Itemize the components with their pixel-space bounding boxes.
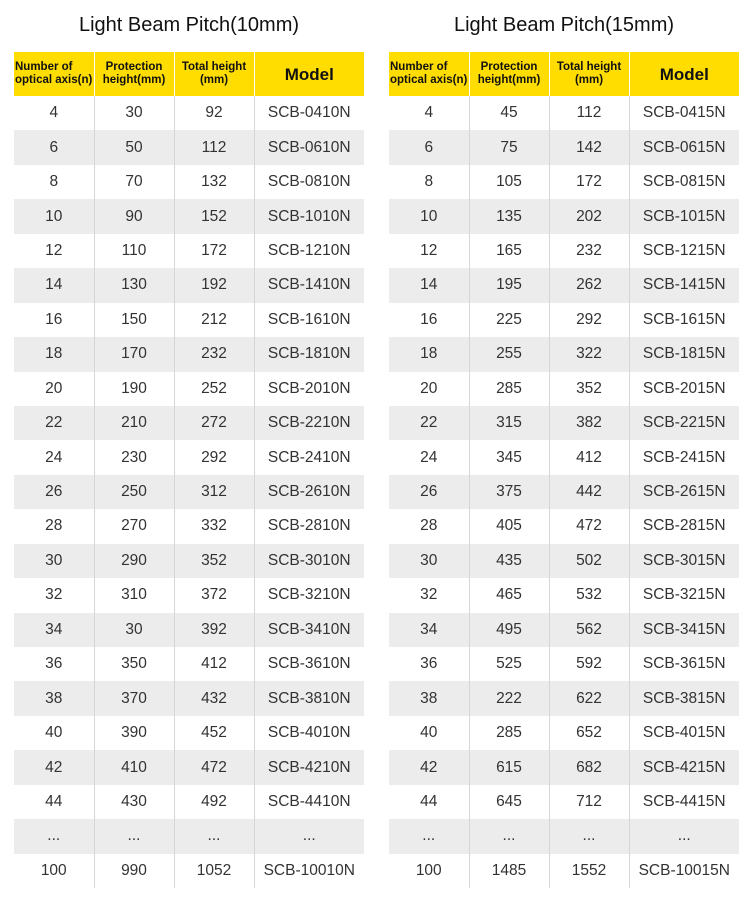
cell-model: SCB-3615N <box>629 647 739 681</box>
cell-total-height: 562 <box>549 613 629 647</box>
cell-total-height: 142 <box>549 130 629 164</box>
table-row <box>389 613 739 647</box>
cell-optical-axis: 10 <box>389 199 469 233</box>
cell-model: SCB-0810N <box>254 165 364 199</box>
cell-optical-axis: 14 <box>14 268 94 302</box>
cell-protection-height: ... <box>94 819 174 853</box>
cell-total-height: 382 <box>549 406 629 440</box>
table-header-row <box>389 52 739 96</box>
cell-optical-axis: 8 <box>389 165 469 199</box>
cell-optical-axis: 32 <box>389 578 469 612</box>
cell-protection-height: 285 <box>469 372 549 406</box>
cell-optical-axis: 28 <box>389 509 469 543</box>
cell-total-height: 432 <box>174 681 254 715</box>
header-protection-height: Protection height(mm) <box>94 52 174 96</box>
table-row <box>14 406 364 440</box>
cell-protection-height: 1485 <box>469 854 549 888</box>
cell-total-height: 132 <box>174 165 254 199</box>
cell-optical-axis: 16 <box>14 303 94 337</box>
cell-protection-height: 310 <box>94 578 174 612</box>
cell-optical-axis: 42 <box>14 750 94 784</box>
table-row <box>14 647 364 681</box>
cell-optical-axis: 40 <box>14 716 94 750</box>
table-row <box>389 819 739 853</box>
cell-model: SCB-3015N <box>629 544 739 578</box>
cell-total-height: 212 <box>174 303 254 337</box>
cell-total-height: 352 <box>174 544 254 578</box>
cell-optical-axis: 24 <box>14 440 94 474</box>
cell-protection-height: 410 <box>94 750 174 784</box>
table-row <box>14 578 364 612</box>
table-row <box>14 165 364 199</box>
cell-optical-axis: 36 <box>389 647 469 681</box>
cell-model: SCB-1615N <box>629 303 739 337</box>
cell-optical-axis: 6 <box>14 130 94 164</box>
cell-total-height: 152 <box>174 199 254 233</box>
cell-protection-height: ... <box>469 819 549 853</box>
cell-model: SCB-1415N <box>629 268 739 302</box>
cell-optical-axis: 4 <box>389 96 469 130</box>
cell-model: SCB-0410N <box>254 96 364 130</box>
cell-total-height: 472 <box>174 750 254 784</box>
table-row <box>389 544 739 578</box>
cell-protection-height: 190 <box>94 372 174 406</box>
cell-total-height: 412 <box>549 440 629 474</box>
cell-model: SCB-2415N <box>629 440 739 474</box>
cell-optical-axis: 38 <box>14 681 94 715</box>
table-row <box>389 406 739 440</box>
cell-optical-axis: 8 <box>14 165 94 199</box>
cell-optical-axis: 44 <box>14 785 94 819</box>
cell-total-height: 682 <box>549 750 629 784</box>
cell-model: SCB-0615N <box>629 130 739 164</box>
cell-model: SCB-4215N <box>629 750 739 784</box>
cell-protection-height: 75 <box>469 130 549 164</box>
cell-total-height: 172 <box>549 165 629 199</box>
cell-model: SCB-4210N <box>254 750 364 784</box>
table-row <box>389 509 739 543</box>
table-row <box>14 130 364 164</box>
table-row <box>14 854 364 888</box>
cell-model: SCB-2015N <box>629 372 739 406</box>
table-row <box>14 96 364 130</box>
cell-protection-height: 435 <box>469 544 549 578</box>
cell-total-height: 1552 <box>549 854 629 888</box>
cell-model: SCB-3010N <box>254 544 364 578</box>
cell-total-height: 292 <box>549 303 629 337</box>
cell-model: SCB-2610N <box>254 475 364 509</box>
header-total-height: Total height (mm) <box>174 52 254 96</box>
table-row <box>389 750 739 784</box>
cell-protection-height: 105 <box>469 165 549 199</box>
header-optical-axis: Number of optical axis(n) <box>14 52 94 96</box>
cell-total-height: 332 <box>174 509 254 543</box>
cell-total-height: 492 <box>174 785 254 819</box>
cell-optical-axis: 4 <box>14 96 94 130</box>
pitch-10mm-table <box>14 52 364 888</box>
header-optical-axis: Number of optical axis(n) <box>389 52 469 96</box>
header-total-height: Total height (mm) <box>549 52 629 96</box>
pitch-15mm-table <box>389 52 739 888</box>
cell-model: SCB-3815N <box>629 681 739 715</box>
cell-total-height: 502 <box>549 544 629 578</box>
cell-optical-axis: 18 <box>389 337 469 371</box>
cell-total-height: 622 <box>549 681 629 715</box>
cell-model: SCB-3210N <box>254 578 364 612</box>
cell-optical-axis: 26 <box>389 475 469 509</box>
cell-optical-axis: 18 <box>14 337 94 371</box>
cell-optical-axis: 20 <box>14 372 94 406</box>
cell-protection-height: 30 <box>94 96 174 130</box>
table-row <box>14 268 364 302</box>
cell-protection-height: 465 <box>469 578 549 612</box>
table-row <box>14 509 364 543</box>
cell-optical-axis: 100 <box>389 854 469 888</box>
table-header-row <box>14 52 364 96</box>
cell-protection-height: 285 <box>469 716 549 750</box>
cell-protection-height: 170 <box>94 337 174 371</box>
cell-optical-axis: 26 <box>14 475 94 509</box>
cell-protection-height: 70 <box>94 165 174 199</box>
table-row <box>14 199 364 233</box>
cell-total-height: 292 <box>174 440 254 474</box>
table-row <box>14 372 364 406</box>
cell-protection-height: 195 <box>469 268 549 302</box>
cell-model: SCB-0610N <box>254 130 364 164</box>
cell-optical-axis: 42 <box>389 750 469 784</box>
cell-model: SCB-1210N <box>254 234 364 268</box>
cell-total-height: 412 <box>174 647 254 681</box>
cell-model: SCB-3810N <box>254 681 364 715</box>
cell-total-height: 202 <box>549 199 629 233</box>
cell-protection-height: 222 <box>469 681 549 715</box>
table-row <box>14 716 364 750</box>
cell-protection-height: 990 <box>94 854 174 888</box>
table-row <box>389 96 739 130</box>
cell-total-height: 232 <box>174 337 254 371</box>
cell-protection-height: 150 <box>94 303 174 337</box>
cell-protection-height: 370 <box>94 681 174 715</box>
table-row <box>14 681 364 715</box>
cell-optical-axis: ... <box>389 819 469 853</box>
cell-optical-axis: 34 <box>14 613 94 647</box>
cell-protection-height: 250 <box>94 475 174 509</box>
cell-protection-height: 495 <box>469 613 549 647</box>
cell-optical-axis: 12 <box>389 234 469 268</box>
table-row <box>14 613 364 647</box>
table-row <box>389 716 739 750</box>
cell-protection-height: 350 <box>94 647 174 681</box>
cell-model: SCB-1815N <box>629 337 739 371</box>
table-row <box>14 303 364 337</box>
cell-model: SCB-1010N <box>254 199 364 233</box>
cell-model: SCB-2210N <box>254 406 364 440</box>
cell-model: SCB-0815N <box>629 165 739 199</box>
cell-protection-height: 110 <box>94 234 174 268</box>
cell-model: SCB-2410N <box>254 440 364 474</box>
cell-protection-height: 230 <box>94 440 174 474</box>
cell-model: SCB-3610N <box>254 647 364 681</box>
table-row <box>389 268 739 302</box>
cell-model: SCB-4415N <box>629 785 739 819</box>
cell-protection-height: 225 <box>469 303 549 337</box>
cell-total-height: 532 <box>549 578 629 612</box>
cell-model: SCB-1015N <box>629 199 739 233</box>
table-row <box>14 337 364 371</box>
cell-protection-height: 165 <box>469 234 549 268</box>
cell-total-height: 592 <box>549 647 629 681</box>
table-row <box>14 544 364 578</box>
table-row <box>14 234 364 268</box>
cell-model: SCB-10015N <box>629 854 739 888</box>
cell-optical-axis: 22 <box>14 406 94 440</box>
cell-total-height: 352 <box>549 372 629 406</box>
cell-model: SCB-2010N <box>254 372 364 406</box>
cell-total-height: 112 <box>549 96 629 130</box>
cell-optical-axis: 28 <box>14 509 94 543</box>
cell-model: SCB-0415N <box>629 96 739 130</box>
cell-total-height: 112 <box>174 130 254 164</box>
cell-optical-axis: 30 <box>389 544 469 578</box>
cell-protection-height: 270 <box>94 509 174 543</box>
table-row <box>389 681 739 715</box>
cell-total-height: ... <box>549 819 629 853</box>
table-row <box>389 199 739 233</box>
cell-protection-height: 525 <box>469 647 549 681</box>
table-row <box>389 165 739 199</box>
cell-optical-axis: 36 <box>14 647 94 681</box>
cell-model: SCB-10010N <box>254 854 364 888</box>
cell-model: SCB-1610N <box>254 303 364 337</box>
cell-total-height: 372 <box>174 578 254 612</box>
pitch-10mm-panel <box>14 0 364 888</box>
cell-protection-height: 290 <box>94 544 174 578</box>
pitch-10mm-title: Light Beam Pitch(10mm) <box>78 14 300 36</box>
cell-protection-height: 430 <box>94 785 174 819</box>
cell-optical-axis: 12 <box>14 234 94 268</box>
cell-protection-height: 390 <box>94 716 174 750</box>
header-protection-height: Protection height(mm) <box>469 52 549 96</box>
cell-protection-height: 315 <box>469 406 549 440</box>
cell-total-height: 272 <box>174 406 254 440</box>
cell-total-height: 392 <box>174 613 254 647</box>
cell-model: SCB-2815N <box>629 509 739 543</box>
cell-optical-axis: 6 <box>389 130 469 164</box>
cell-model: SCB-3215N <box>629 578 739 612</box>
cell-total-height: 442 <box>549 475 629 509</box>
table-row <box>389 440 739 474</box>
cell-protection-height: 255 <box>469 337 549 371</box>
table-row <box>389 578 739 612</box>
table-row <box>389 854 739 888</box>
table-row <box>389 475 739 509</box>
cell-model: SCB-4015N <box>629 716 739 750</box>
cell-optical-axis: 44 <box>389 785 469 819</box>
cell-total-height: 172 <box>174 234 254 268</box>
cell-model: SCB-1810N <box>254 337 364 371</box>
table-row <box>389 372 739 406</box>
cell-protection-height: 30 <box>94 613 174 647</box>
table-row <box>389 130 739 164</box>
table-row <box>389 785 739 819</box>
cell-protection-height: 375 <box>469 475 549 509</box>
cell-protection-height: 645 <box>469 785 549 819</box>
cell-optical-axis: 30 <box>14 544 94 578</box>
table-row <box>14 440 364 474</box>
cell-optical-axis: 24 <box>389 440 469 474</box>
table-row <box>389 303 739 337</box>
cell-model: SCB-3415N <box>629 613 739 647</box>
cell-optical-axis: 20 <box>389 372 469 406</box>
cell-model: SCB-2215N <box>629 406 739 440</box>
cell-optical-axis: 16 <box>389 303 469 337</box>
cell-total-height: 1052 <box>174 854 254 888</box>
cell-optical-axis: 40 <box>389 716 469 750</box>
cell-optical-axis: 38 <box>389 681 469 715</box>
cell-optical-axis: 32 <box>14 578 94 612</box>
cell-model: SCB-2810N <box>254 509 364 543</box>
table-row <box>389 647 739 681</box>
cell-model: ... <box>629 819 739 853</box>
table-row <box>389 234 739 268</box>
table-row <box>14 750 364 784</box>
cell-total-height: 472 <box>549 509 629 543</box>
header-model: Model <box>629 52 739 96</box>
cell-total-height: 92 <box>174 96 254 130</box>
cell-optical-axis: 100 <box>14 854 94 888</box>
cell-total-height: 452 <box>174 716 254 750</box>
cell-optical-axis: 34 <box>389 613 469 647</box>
cell-model: SCB-3410N <box>254 613 364 647</box>
cell-protection-height: 45 <box>469 96 549 130</box>
table-row <box>14 785 364 819</box>
cell-optical-axis: 22 <box>389 406 469 440</box>
pitch-15mm-title: Light Beam Pitch(15mm) <box>453 14 675 36</box>
table-row <box>14 475 364 509</box>
cell-total-height: 312 <box>174 475 254 509</box>
cell-protection-height: 405 <box>469 509 549 543</box>
cell-total-height: 192 <box>174 268 254 302</box>
cell-total-height: ... <box>174 819 254 853</box>
cell-optical-axis: 10 <box>14 199 94 233</box>
cell-protection-height: 210 <box>94 406 174 440</box>
cell-protection-height: 50 <box>94 130 174 164</box>
cell-model: ... <box>254 819 364 853</box>
cell-total-height: 252 <box>174 372 254 406</box>
cell-model: SCB-4010N <box>254 716 364 750</box>
table-row <box>14 819 364 853</box>
table-row <box>389 337 739 371</box>
pitch-15mm-panel <box>389 0 739 888</box>
cell-total-height: 322 <box>549 337 629 371</box>
cell-total-height: 262 <box>549 268 629 302</box>
cell-protection-height: 345 <box>469 440 549 474</box>
cell-model: SCB-4410N <box>254 785 364 819</box>
cell-total-height: 712 <box>549 785 629 819</box>
cell-protection-height: 130 <box>94 268 174 302</box>
cell-protection-height: 135 <box>469 199 549 233</box>
cell-model: SCB-1215N <box>629 234 739 268</box>
cell-model: SCB-2615N <box>629 475 739 509</box>
cell-optical-axis: ... <box>14 819 94 853</box>
cell-total-height: 652 <box>549 716 629 750</box>
header-model: Model <box>254 52 364 96</box>
cell-model: SCB-1410N <box>254 268 364 302</box>
cell-optical-axis: 14 <box>389 268 469 302</box>
cell-protection-height: 90 <box>94 199 174 233</box>
cell-total-height: 232 <box>549 234 629 268</box>
cell-protection-height: 615 <box>469 750 549 784</box>
